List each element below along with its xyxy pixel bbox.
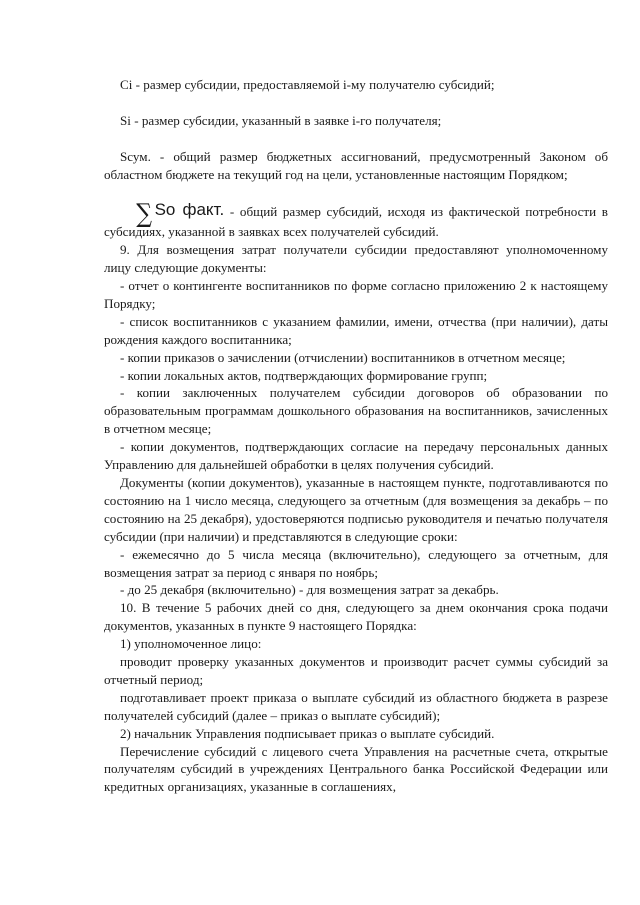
paragraph-10-2: 2) начальник Управления подписывает приказ о выплате субсидий. (120, 725, 495, 741)
term-monthly: - ежемесячно до 5 числа месяца (включительно), следующего за отчетным, для возмещения затрат за период с января по ноябрь; (104, 546, 608, 580)
paragraph-si: Si - размер субсидии, указанный в заявке i-го получателя; (120, 112, 442, 128)
bullet-contracts: - копии заключенных получателем субсидии договоров об образовании по образовательным программам дошкольного образования на воспитанников, зачисленных в отчетном месяце; (104, 385, 608, 437)
paragraph-documents: Документы (копии документов), указанные в настоящем пункте, подготавливаются по состоянию на 1 число месяца, следующего за отчетным (для возмещения за декабрь – по состоянию на 25 декабря), удостоверяются подписью руководителя и печатью получателя субсидии (при наличии) и представляются в следующие сроки: (104, 474, 608, 544)
paragraph-9: 9. Для возмещения затрат получатели субсидии предоставляют уполномоченному лицу следующие документы: (104, 242, 608, 276)
paragraph-sum-fact (104, 201, 608, 241)
paragraph-transfer: Перечисление субсидий с лицевого счета Управления на расчетные счета, открытые получателям субсидий в учреждениях Центрального банка Российской Федерации или кредитных организациях, указанные в соглашениях, (104, 743, 608, 795)
term-december: - до 25 декабря (включительно) - для возмещения затрат за декабрь. (120, 582, 499, 598)
paragraph-10: 10. В течение 5 рабочих дней со дня, следующего за днем окончания срока подачи документов, указанных в пункте 9 настоящего Порядка: (104, 600, 608, 634)
bullet-consent: - копии документов, подтверждающих согласие на передачу персональных данных Управлению для дальнейшей обработки в целях получения субсидий. (104, 439, 608, 473)
sum-symbol-icon: ∑ (136, 199, 152, 230)
bullet-report: - отчет о контингенте воспитанников по форме согласно приложению 2 к настоящему Порядку; (104, 278, 608, 311)
paragraph-10-1b: подготавливает проект приказа о выплате субсидий из областного бюджета в разрезе получателей субсидий (далее – приказ о выплате субсидий); (104, 689, 608, 723)
paragraph-ci: Ci - размер субсидии, предоставляемой i-му получателю субсидий; (120, 77, 495, 92)
paragraph-scym: Sсум. - общий размер бюджетных ассигнований, предусмотренный Законом об областном бюджете на текущий год на цели, установленные настоящим Порядком; (104, 148, 608, 182)
bullet-orders: - копии приказов о зачислении (отчислении) воспитанников в отчетном месяце; (120, 349, 566, 365)
sum-fact-label: So факт. (154, 200, 225, 220)
paragraph-10-1: 1) уполномоченное лицо: (120, 636, 262, 652)
bullet-list: - список воспитанников с указанием фамилии, имени, отчества (при наличии), даты рождения каждого воспитанника; (104, 313, 608, 347)
bullet-local-acts: - копии локальных актов, подтверждающих формирование групп; (120, 367, 488, 383)
sum-fact-text: - общий размер субсидий, исходя из фактической потребности в субсидиях, указанной в заявках всех получателей субсидий. (104, 204, 608, 240)
document-page (104, 76, 608, 796)
paragraph-10-1a: проводит проверку указанных документов и производит расчет суммы субсидий за отчетный период; (104, 654, 608, 687)
